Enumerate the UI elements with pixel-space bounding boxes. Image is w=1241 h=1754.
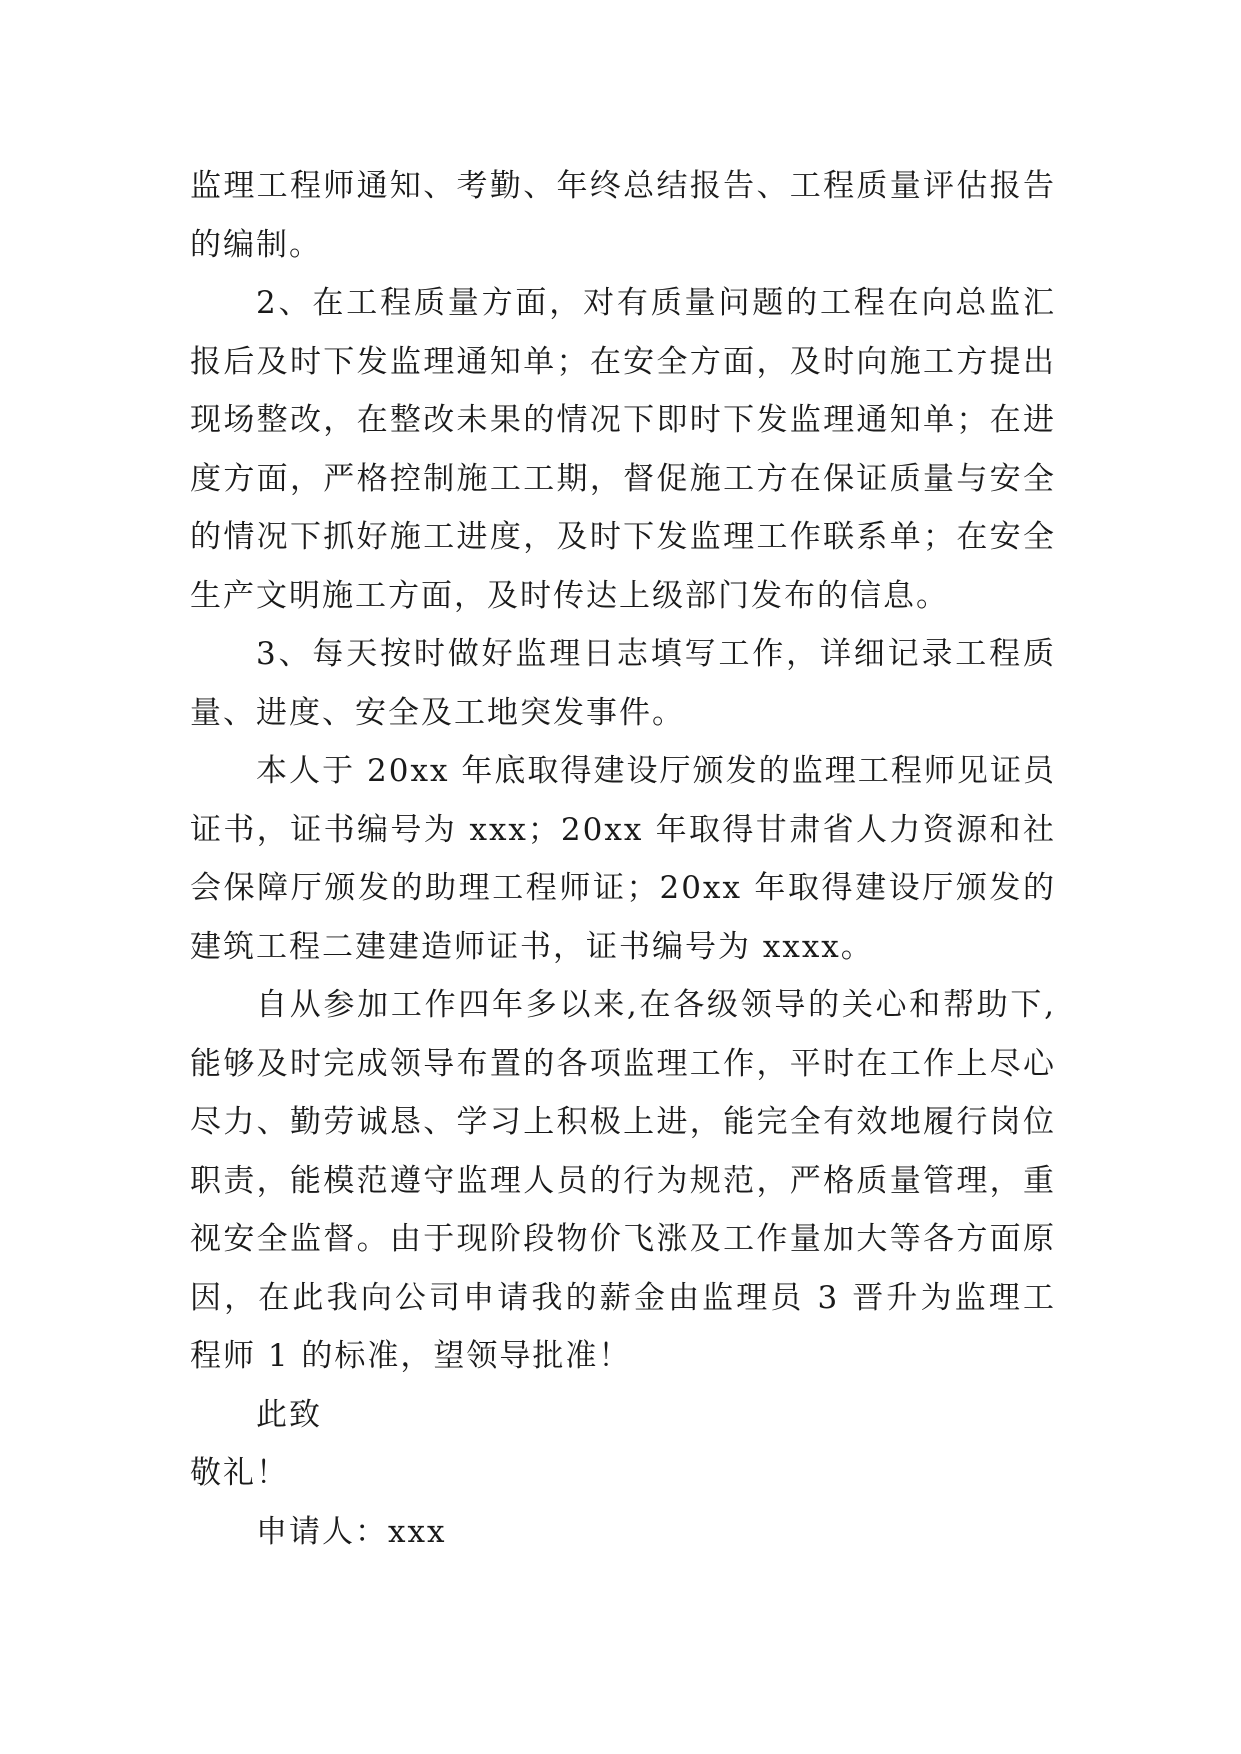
paragraph-certificates: 本人于 20xx 年底取得建设厅颁发的监理工程师见证员证书，证书编号为 xxx；20xx 年取得甘肃省人力资源和社会保障厅颁发的助理工程师证；20xx 年取得建设厅颁发的建筑工程二建建造师证书，证书编号为 xxxx。 bbox=[190, 753, 1056, 965]
paragraph-duties-continued: 监理工程师通知、考勤、年终总结报告、工程质量评估报告的编制。 bbox=[190, 168, 1056, 263]
paragraph-item-2: 2、在工程质量方面，对有质量问题的工程在向总监汇报后及时下发监理通知单；在安全方面，及时向施工方提出现场整改，在整改未果的情况下即时下发监理通知单；在进度方面，严格控制施工工期，督促施工方在保证质量与安全的情况下抓好施工进度，及时下发监理工作联系单；在安全生产文明施工方面，及时传达上级部门发布的信息。 bbox=[190, 285, 1056, 614]
letter-body bbox=[190, 157, 1056, 1561]
paragraph-request: 自从参加工作四年多以来,在各级领导的关心和帮助下,能够及时完成领导布置的各项监理工作，平时在工作上尽心尽力、勤劳诚恳、学习上积极上进，能完全有效地履行岗位职责，能模范遵守监理人员的行为规范，严格质量管理，重视安全监督。由于现阶段物价飞涨及工作量加大等各方面原因，在此我向公司申请我的薪金由监理员 3 晋升为监理工程师 1 的标准，望领导批准！ bbox=[190, 987, 1056, 1374]
regards-line: 敬礼！ bbox=[190, 1455, 289, 1491]
paragraph-item-3: 3、每天按时做好监理日志填写工作，详细记录工程质量、进度、安全及工地突发事件。 bbox=[190, 636, 1056, 731]
salutation-line: 此致 bbox=[256, 1396, 322, 1433]
applicant-signature: 申请人：xxx bbox=[256, 1513, 447, 1550]
